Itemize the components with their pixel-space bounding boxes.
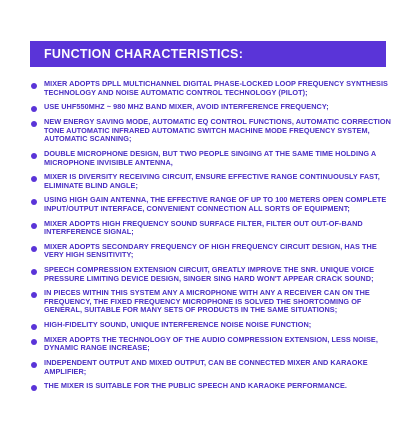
bullet-dot-icon xyxy=(31,153,37,159)
feature-item xyxy=(31,321,391,330)
bullet-dot-icon xyxy=(31,246,37,252)
feature-item xyxy=(31,336,391,353)
bullet-dot-icon xyxy=(31,223,37,229)
feature-item xyxy=(31,80,391,97)
bullet-dot-icon xyxy=(31,121,37,127)
feature-text: USING HIGH GAIN ANTENNA, THE EFFECTIVE RANGE OF UP TO 100 METERS OPEN COMPLETE INPUT/OUTPUT INTERFACE, CONVENIENT CONNECTION ALL SORTS OF EQUIPMENT; xyxy=(44,195,387,213)
feature-item xyxy=(31,382,391,391)
feature-item xyxy=(31,103,391,112)
bullet-dot-icon xyxy=(31,385,37,391)
feature-item xyxy=(31,359,391,376)
feature-text: MIXER ADOPTS SECONDARY FREQUENCY OF HIGH FREQUENCY CIRCUIT DESIGN, HAS THE VERY HIGH SENSITIVITY; xyxy=(44,241,377,260)
feature-item xyxy=(31,118,391,144)
bullet-dot-icon xyxy=(31,324,37,330)
bullet-dot-icon xyxy=(31,199,37,205)
feature-item xyxy=(31,150,391,167)
bullet-dot-icon xyxy=(31,106,37,112)
feature-text: MIXER ADOPTS DPLL MULTICHANNEL DIGITAL PHASE-LOCKED LOOP FREQUENCY SYNTHESIS TECHNOLOGY AND NOISE AUTOMATIC CONTROL TECHNOLOGY (PILOT); xyxy=(44,79,388,97)
feature-text: DOUBLE MICROPHONE DESIGN, BUT TWO PEOPLE SINGING AT THE SAME TIME HOLDING A MICROPHONE INVISIBLE ANTENNA, xyxy=(44,148,376,167)
section-title-banner: FUNCTION CHARACTERISTICS: xyxy=(30,41,386,67)
feature-text: INDEPENDENT OUTPUT AND MIXED OUTPUT, CAN BE CONNECTED MIXER AND KARAOKE AMPLIFIER; xyxy=(44,358,368,376)
feature-text: IN PIECES WITHIN THIS SYSTEM ANY A MICROPHONE WITH ANY A RECEIVER CAN ON THE FREQUENCY, THE FIXED FREQUENCY MICROPHONE IS SOLVED THE SHORTCOMING OF GENERAL, SUITABLE FOR MANY SETS OF PRODUCTS IN THE SAME SITUATIONS; xyxy=(44,288,370,315)
bullet-dot-icon xyxy=(31,339,37,345)
feature-item xyxy=(31,289,391,315)
feature-text: MIXER ADOPTS HIGH FREQUENCY SOUND SURFACE FILTER, FILTER OUT OUT-OF-BAND INTERFERENCE SIGNAL; xyxy=(44,218,363,237)
bullet-dot-icon xyxy=(31,362,37,368)
bullet-dot-icon xyxy=(31,292,37,298)
feature-text: THE MIXER IS SUITABLE FOR THE PUBLIC SPEECH AND KARAOKE PERFORMANCE. xyxy=(44,381,347,391)
feature-text: NEW ENERGY SAVING MODE, AUTOMATIC EQ CONTROL FUNCTIONS, AUTOMATIC CORRECTION TONE AUTOMATIC INFRARED AUTOMATIC SWITCH MACHINE MODE FREQUENCY SYSTEM, AUTOMATIC SCANNING; xyxy=(44,117,391,144)
feature-item xyxy=(31,220,391,237)
feature-text: HIGH-FIDELITY SOUND, UNIQUE INTERFERENCE NOISE NOISE FUNCTION; xyxy=(44,319,312,329)
feature-item xyxy=(31,196,391,213)
feature-text: USE UHF550MHZ ~ 980 MHZ BAND MIXER, AVOID INTERFERENCE FREQUENCY; xyxy=(44,102,329,112)
bullet-dot-icon xyxy=(31,83,37,89)
feature-text: MIXER IS DIVERSITY RECEIVING CIRCUIT, ENSURE EFFECTIVE RANGE CONTINUOUSLY FAST, ELIMINATE BLIND ANGLE; xyxy=(44,172,380,190)
feature-item xyxy=(31,173,391,190)
feature-text: SPEECH COMPRESSION EXTENSION CIRCUIT, GREATLY IMPROVE THE SNR. UNIQUE VOICE PRESSURE LIMITING DEVICE DESIGN, SINGER SING HARD WON'T APPEAR CRACK SOUND; xyxy=(44,264,374,283)
feature-list xyxy=(31,80,391,397)
feature-text: MIXER ADOPTS THE TECHNOLOGY OF THE AUDIO COMPRESSION EXTENSION, LESS NOISE, DYNAMIC RANGE INCREASE; xyxy=(44,334,378,353)
feature-item xyxy=(31,266,391,283)
bullet-dot-icon xyxy=(31,269,37,275)
feature-item xyxy=(31,243,391,260)
bullet-dot-icon xyxy=(31,176,37,182)
